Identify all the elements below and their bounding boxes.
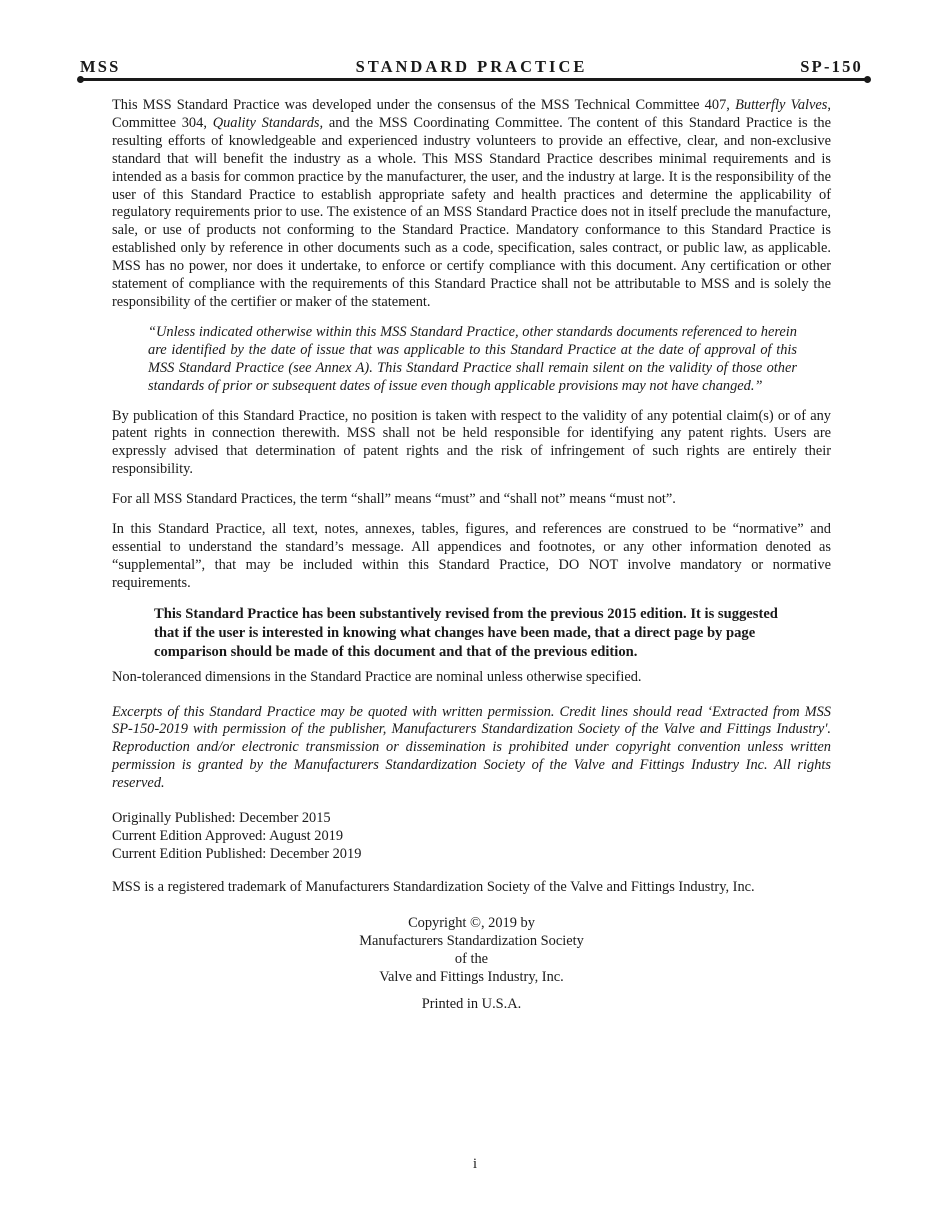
patent-paragraph: By publication of this Standard Practice, no position is taken with respect to the validity of any potential claim(s) or of any patent rights in connection therewith. MSS shall not be held responsible for identifying any patent rights. Users are expressly advised that determination of patent rights and the risk of infringement of such rights are entirely their responsibility. xyxy=(112,407,831,478)
shall-definition: For all MSS Standard Practices, the term “shall” means “must” and “shall not” means “must not”. xyxy=(112,491,676,508)
header-rule-left-dot xyxy=(77,76,84,83)
excerpts-permission: Excerpts of this Standard Practice may be quoted with written permission. Credit lines should read ‘Extracted from MSS SP-150-2019 with permission of the publisher, Manufacturers Standardization Society of the Valve and Fittings Industry'. Reproduction and/or electronic transmission or dissemination is prohibited under copyright convention unless written permission is granted by the Manufacturers Standardization Society of the Valve and Fittings Industry Inc. All rights reserved. xyxy=(112,703,831,792)
publication-dates xyxy=(112,809,831,863)
intro-paragraph xyxy=(112,97,831,312)
copyright-line-2: Manufacturers Standardization Society xyxy=(359,933,584,949)
copyright-block xyxy=(112,914,831,986)
page-body xyxy=(112,97,831,1014)
revision-notice: This Standard Practice has been substantively revised from the previous 2015 edition. It is suggested that if the user is interested in knowing what changes have been made, that a direct page by page comparison should be made of this document and that of the previous edition. xyxy=(154,605,778,660)
page-number: i xyxy=(473,1156,477,1172)
intro-text-b: , Committee 304, xyxy=(112,97,832,131)
copyright-line-1: Copyright ©, 2019 by xyxy=(408,915,535,931)
edition-published: Current Edition Published: December 2019 xyxy=(112,846,362,863)
header-rule xyxy=(80,78,868,81)
copyright-line-4: Valve and Fittings Industry, Inc. xyxy=(379,969,564,985)
printed-in: Printed in U.S.A. xyxy=(421,996,522,1012)
copyright-line-3: of the xyxy=(454,951,489,967)
normative-paragraph: In this Standard Practice, all text, notes, annexes, tables, figures, and references are construed to be “normative” and essential to understand the standard’s message. All appendices and footnotes, or any other information denoted as “supplemental”, that may be included within this Standard Practice, DO NOT involve mandatory or normative requirements. xyxy=(112,521,831,591)
edition-approved: Current Edition Approved: August 2019 xyxy=(112,828,344,845)
intro-text-a: This MSS Standard Practice was developed under the consensus of the MSS Technical Committee 407, xyxy=(112,97,736,113)
non-toleranced-note: Non-toleranced dimensions in the Standard Practice are nominal unless otherwise specified. xyxy=(112,668,642,685)
page-header xyxy=(80,57,863,77)
header-org: MSS xyxy=(80,57,121,76)
originally-published: Originally Published: December 2015 xyxy=(112,810,331,827)
intro-quality-committee: Quality Standards, xyxy=(212,114,324,131)
intro-text-c: and the MSS Coordinating Committee. The content of this Standard Practice is the resulting efforts of knowledgeable and experienced industry volunteers to provide an effective, clear, and non-exclusive standard that will benefit the industry as a whole. This MSS Standard Practice describes minimal requirements and is intended as a basis for common practice by the manufacturer, the user, and the industry at large. It is the responsibility of the user of this Standard Practice to establish appropriate safety and health practices and determine the applicability of regulatory requirements prior to use. The existence of an MSS Standard Practice does not in itself preclude the manufacture, sale, or use of products not conforming to the Standard Practice. Mandatory conformance to this Standard Practice is established only by reference in other documents such as a code, specification, sales contract, or public law, as applicable. MSS has no power, nor does it undertake, to enforce or certify compliance with this document. Any certification or other statement of compliance with the requirements of this Standard Practice shall not be attributable to MSS and is solely the responsibility of the certifier or maker of the statement. xyxy=(112,114,831,310)
header-rule-right-dot xyxy=(864,76,871,83)
trademark-notice: MSS is a registered trademark of Manufacturers Standardization Society of the Valve and Fittings Industry, Inc. xyxy=(112,879,755,896)
referenced-standards-quote: “Unless indicated otherwise within this MSS Standard Practice, other standards documents referenced to herein are identified by the date of issue that was applicable to this Standard Practice at the date of approval of this MSS Standard Practice (see Annex A). This Standard Practice shall remain silent on the validity of those other standards of prior or subsequent dates of issue even though applicable provisions may not have changed.” xyxy=(148,323,797,394)
header-title: STANDARD PRACTICE xyxy=(355,57,588,76)
intro-committee-name: Butterfly Valves xyxy=(735,97,828,113)
header-doc-number: SP-150 xyxy=(800,57,863,76)
